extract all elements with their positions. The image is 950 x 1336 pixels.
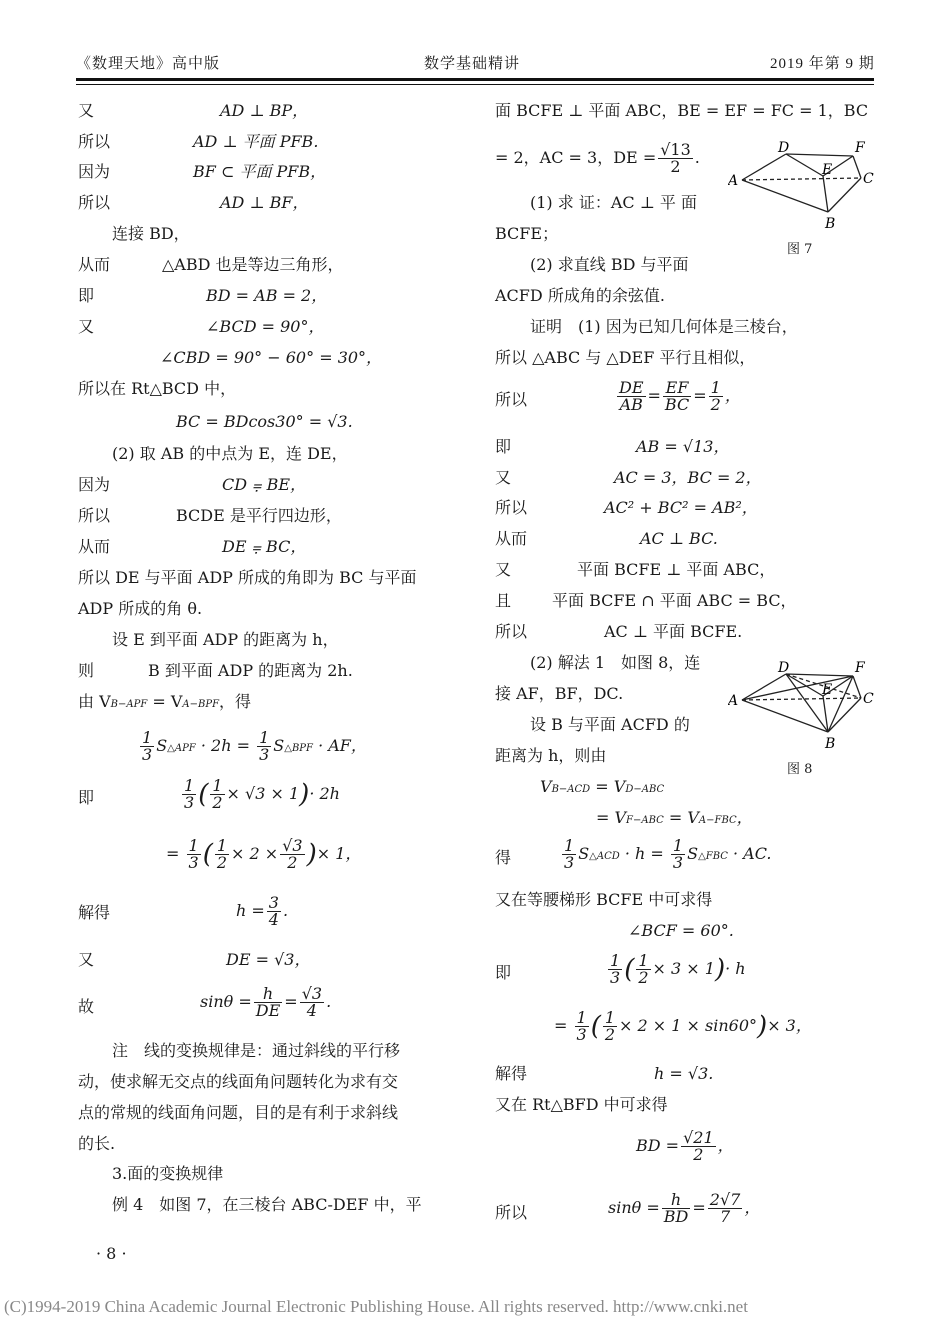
text-line: 所以: [495, 390, 528, 409]
math-line: BD = AB = 2，: [206, 286, 328, 305]
label-d: D: [778, 140, 790, 156]
text-line: 解得: [78, 903, 111, 922]
text-line: 所以 DE 与平面 ADP 所成的角即为 BC 与平面: [78, 568, 417, 587]
text-line: ACFD 所成角的余弦值.: [495, 286, 665, 305]
text-line: 即: [495, 963, 512, 982]
header-section: 数学基础精讲: [424, 56, 521, 72]
text-line: BCFE；: [495, 224, 559, 243]
math-line: ∠CBD = 90° − 60° = 30°，: [160, 348, 383, 367]
equation-de: = 2，AC = 3，DE = $\frac{√13}{2}$ .: [495, 140, 700, 176]
text-line: 则: [78, 661, 95, 680]
math-line: BCDE 是平行四边形，: [176, 506, 342, 525]
text-line: 即: [495, 437, 512, 456]
text-line: 所以: [495, 1203, 528, 1222]
equation-ratio: $\frac{DE}{AB}$ = $\frac{EF}{BC}$ = $\frac{1}{2}$ ，: [619, 378, 741, 414]
math-line: AD ⊥ 平面 PFB.: [193, 132, 319, 151]
text-line: 故: [78, 997, 95, 1016]
math-line: CD ⩦ BE，: [222, 475, 307, 494]
text-line: 所以: [78, 132, 111, 151]
section-heading: 3.面的变换规律: [112, 1164, 224, 1183]
volume-relation-c: = VF−ABC = VA−FBC，: [596, 808, 753, 827]
math-line: h = √3.: [654, 1064, 714, 1083]
math-line: BC = BDcos30° = √3.: [176, 412, 353, 431]
equation-volume: $\frac{1}{3}$ S△APF · 2h = $\frac{1}{3}$ S△BPF · AF，: [142, 728, 367, 764]
page-number: · 8 ·: [96, 1244, 127, 1263]
text-line: 又: [495, 468, 512, 487]
label-e: E: [822, 162, 833, 178]
text-line: 接 AF，BF，DC.: [495, 684, 624, 703]
math-line: B 到平面 ADP 的距离为 2h.: [148, 661, 353, 680]
text-line: 设 E 到平面 ADP 的距离为 h，: [112, 630, 339, 649]
text-line: 证明 (1) 因为已知几何体是三棱台，: [530, 317, 798, 336]
label-f: F: [855, 660, 865, 676]
text-line: 又: [78, 950, 95, 969]
text-line: 又在 Rt△BFD 中可求得: [495, 1095, 668, 1114]
math-line: AD ⊥ BP，: [220, 101, 309, 120]
math-line: 平面 BCFE ∩ 平面 ABC = BC，: [552, 591, 797, 610]
label-e: E: [822, 682, 833, 698]
equation-sin-final: sinθ = $\frac{h}{BD}$ = $\frac{2√7}{7}$ ，: [608, 1190, 761, 1226]
text-line: 所以: [495, 498, 528, 517]
note-line: 点的常规的线面角问题，目的是有利于求斜线: [78, 1103, 399, 1122]
text-line: 连接 BD，: [112, 224, 190, 243]
label-b: B: [825, 216, 836, 232]
header-rule-thin: [76, 84, 874, 85]
equation-bd: BD = $\frac{√21}{2}$ ，: [636, 1128, 734, 1164]
text-line: (2) 解法 1 如图 8，连: [530, 653, 701, 672]
text-line: 即: [78, 286, 95, 305]
text-line: 从而: [78, 537, 111, 556]
text-line: (2) 取 AB 的中点为 E，连 DE，: [112, 444, 348, 463]
math-line: AC = 3，BC = 2，: [614, 468, 762, 487]
math-line: DE = √3，: [226, 950, 311, 969]
volume-relation: 由 VB−APF = VA−BPF，得: [78, 692, 252, 711]
math-line: BF ⊂ 平面 PFB，: [193, 162, 327, 181]
note-line: 动，使求解无交点的线面角问题转化为求有交: [78, 1072, 399, 1091]
note-line: 的长.: [78, 1134, 116, 1153]
note-line: 注 线的变换规律是：通过斜线的平行移: [112, 1041, 401, 1060]
math-line: AC ⊥ 平面 BCFE.: [604, 622, 743, 641]
math-line: AD ⊥ BF，: [220, 193, 309, 212]
math-line: △ABD 也是等边三角形，: [162, 255, 344, 274]
text-line: 距离为 h，则由: [495, 746, 607, 765]
equation-step2: = $\frac{1}{3}$ ( $\frac{1}{2}$ × 2 × $\frac{√3}{2}$ )× 1，: [166, 836, 362, 872]
text-line: 因为: [78, 162, 111, 181]
label-c: C: [863, 691, 874, 707]
figure-7-frustum: [728, 136, 878, 232]
text-line: 解得: [495, 1064, 528, 1083]
math-line: AC² + BC² = AB²，: [604, 498, 758, 517]
label-f: F: [855, 140, 865, 156]
label-a: A: [728, 693, 739, 709]
figure-8-caption: 图 8: [787, 762, 813, 777]
text-line: 即: [78, 788, 95, 807]
label-c: C: [863, 171, 874, 187]
math-line: DE ⩦ BC，: [222, 537, 307, 556]
text-line: ADP 所成的角 θ.: [78, 599, 203, 618]
math-line: ∠BCF = 60°.: [628, 921, 734, 940]
copyright-footer: (C)1994-2019 China Academic Journal Electronic Publishing House. All rights reserved. http://www.cnki.net: [4, 1297, 748, 1316]
equation-h: h = $\frac{3}{4}$ .: [236, 893, 289, 929]
volume-relation-b: VB−ACD = VD−ABC: [540, 777, 665, 796]
header-issue: 2019 年第 9 期: [770, 56, 875, 72]
text-line: 又: [78, 101, 95, 120]
text-line: 所以: [78, 506, 111, 525]
text-line: 且: [495, 591, 512, 610]
text-line: 设 B 与平面 ACFD 的: [530, 715, 690, 734]
equation-step3: $\frac{1}{3}$ ( $\frac{1}{2}$ × 3 × 1)· h: [610, 951, 746, 987]
text-line: 所以在 Rt△BCD 中，: [78, 379, 237, 398]
text-line: 又在等腰梯形 BCFE 中可求得: [495, 890, 713, 909]
example-line: 例 4 如图 7，在三棱台 ABC-DEF 中，平: [112, 1195, 422, 1214]
text-line: 又: [78, 317, 95, 336]
text-line: 又: [495, 560, 512, 579]
label-d: D: [778, 660, 790, 676]
math-line: AB = √13，: [636, 437, 730, 456]
text-line: 从而: [78, 255, 111, 274]
text-line: (1) 求 证：AC ⊥ 平 面: [530, 193, 697, 212]
math-line: AC ⊥ BC.: [640, 529, 718, 548]
text-line: 所以: [495, 622, 528, 641]
text-line: 得: [495, 848, 512, 867]
text-line: 面 BCFE ⊥ 平面 ABC，BE = EF = FC = 1，BC: [495, 101, 869, 120]
math-line: ∠BCD = 90°，: [206, 317, 325, 336]
header-journal: 《数理天地》高中版: [76, 56, 221, 72]
label-a: A: [728, 173, 739, 189]
math-line: 平面 BCFE ⊥ 平面 ABC，: [577, 560, 776, 579]
text-line: 所以: [78, 193, 111, 212]
equation-sin: sinθ = $\frac{h}{DE}$ = $\frac{√3}{4}$ .: [200, 984, 332, 1020]
header-rule-thick: [76, 78, 874, 81]
figure-8-frustum: [728, 656, 878, 752]
text-line: 从而: [495, 529, 528, 548]
equation-volume-b: $\frac{1}{3}$ S△ACD · h = $\frac{1}{3}$ S△FBC · AC.: [564, 836, 772, 872]
text-line: 所以 △ABC 与 △DEF 平行且相似，: [495, 348, 756, 367]
text-line: (2) 求直线 BD 与平面: [530, 255, 689, 274]
figure-7-caption: 图 7: [787, 242, 813, 257]
label-b: B: [825, 736, 836, 752]
equation-step1: $\frac{1}{3}$ ( $\frac{1}{2}$ × √3 × 1)· 2h: [184, 776, 340, 812]
equation-step4: = $\frac{1}{3}$ ( $\frac{1}{2}$ × 2 × 1 × sin60°)× 3，: [554, 1008, 812, 1044]
text-line: 因为: [78, 475, 111, 494]
